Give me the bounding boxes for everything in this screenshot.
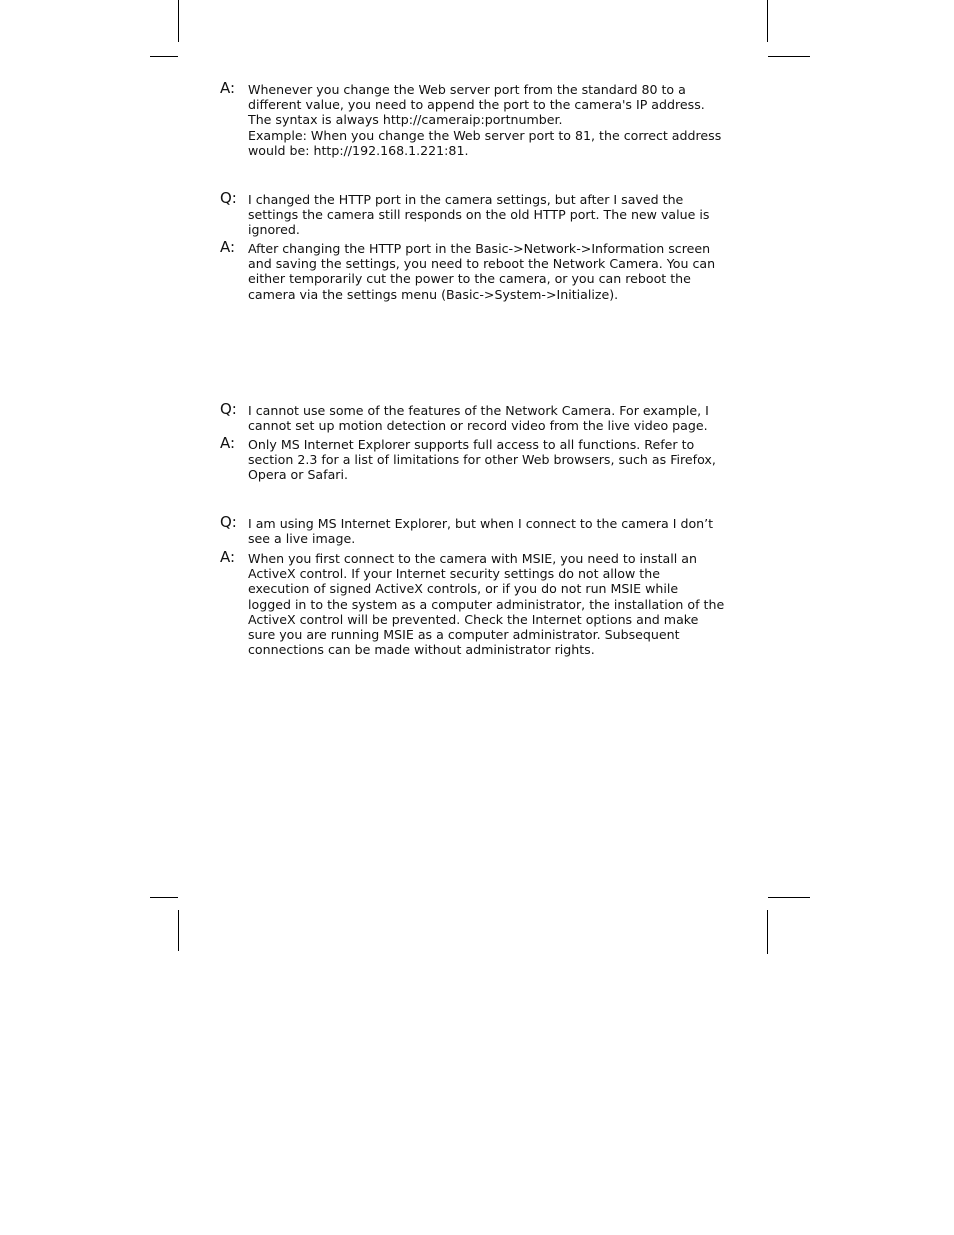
crop-mark-top-left-horizontal <box>150 56 178 57</box>
question-block <box>220 513 740 547</box>
crop-mark-top-left-vertical <box>178 0 179 42</box>
answer-text: When you first connect to the camera with MSIE, you need to install an ActiveX control. If your Internet security settings do not allow the execution of signed ActiveX controls, or if you do not run MSIE while logged in to the system as a computer administrator, the installation of the ActiveX control will be prevented. Check the Internet options and make sure you are running MSIE as a computer administrator. Subsequent connections can be made without administrator rights. <box>248 551 725 658</box>
answer-label: A: <box>220 434 236 452</box>
question-label: Q: <box>220 400 237 418</box>
crop-mark-bottom-left-vertical <box>178 910 179 951</box>
answer-text: Whenever you change the Web server port from the standard 80 to a different value, you need to append the port to the camera's IP address. The syntax is always http://cameraip:portnumber. Example: When you change the Web server port to 81, the correct address would be: http://192.168.1.221:81. <box>248 82 722 158</box>
crop-mark-bottom-right-vertical <box>767 910 768 954</box>
crop-mark-top-right-horizontal <box>768 56 810 57</box>
answer-block <box>220 79 740 158</box>
question-label: Q: <box>220 189 237 207</box>
answer-label: A: <box>220 238 236 256</box>
answer-label: A: <box>220 79 236 97</box>
question-text: I changed the HTTP port in the camera settings, but after I saved the settings the camera still responds on the old HTTP port. The new value is ignored. <box>248 192 710 238</box>
crop-mark-bottom-right-horizontal <box>768 897 810 898</box>
question-text: I am using MS Internet Explorer, but when I connect to the camera I don’t see a live image. <box>248 516 714 547</box>
answer-label: A: <box>220 548 236 566</box>
question-text: I cannot use some of the features of the Network Camera. For example, I cannot set up motion detection or record video from the live video page. <box>248 403 709 434</box>
question-block <box>220 400 740 434</box>
answer-text: After changing the HTTP port in the Basic->Network->Information screen and saving the settings, you need to reboot the Network Camera. You can either temporarily cut the power to the camera, or you can reboot the camera via the settings menu (Basic->System->Initialize). <box>248 241 716 302</box>
question-block <box>220 189 740 238</box>
answer-block <box>220 238 740 302</box>
crop-mark-bottom-left-horizontal <box>150 897 178 898</box>
answer-text: Only MS Internet Explorer supports full access to all functions. Refer to section 2.3 for a list of limitations for other Web browsers, such as Firefox, Opera or Safari. <box>248 437 716 483</box>
answer-block <box>220 548 740 658</box>
crop-mark-top-right-vertical <box>767 0 768 42</box>
question-label: Q: <box>220 513 237 531</box>
answer-block <box>220 434 740 483</box>
